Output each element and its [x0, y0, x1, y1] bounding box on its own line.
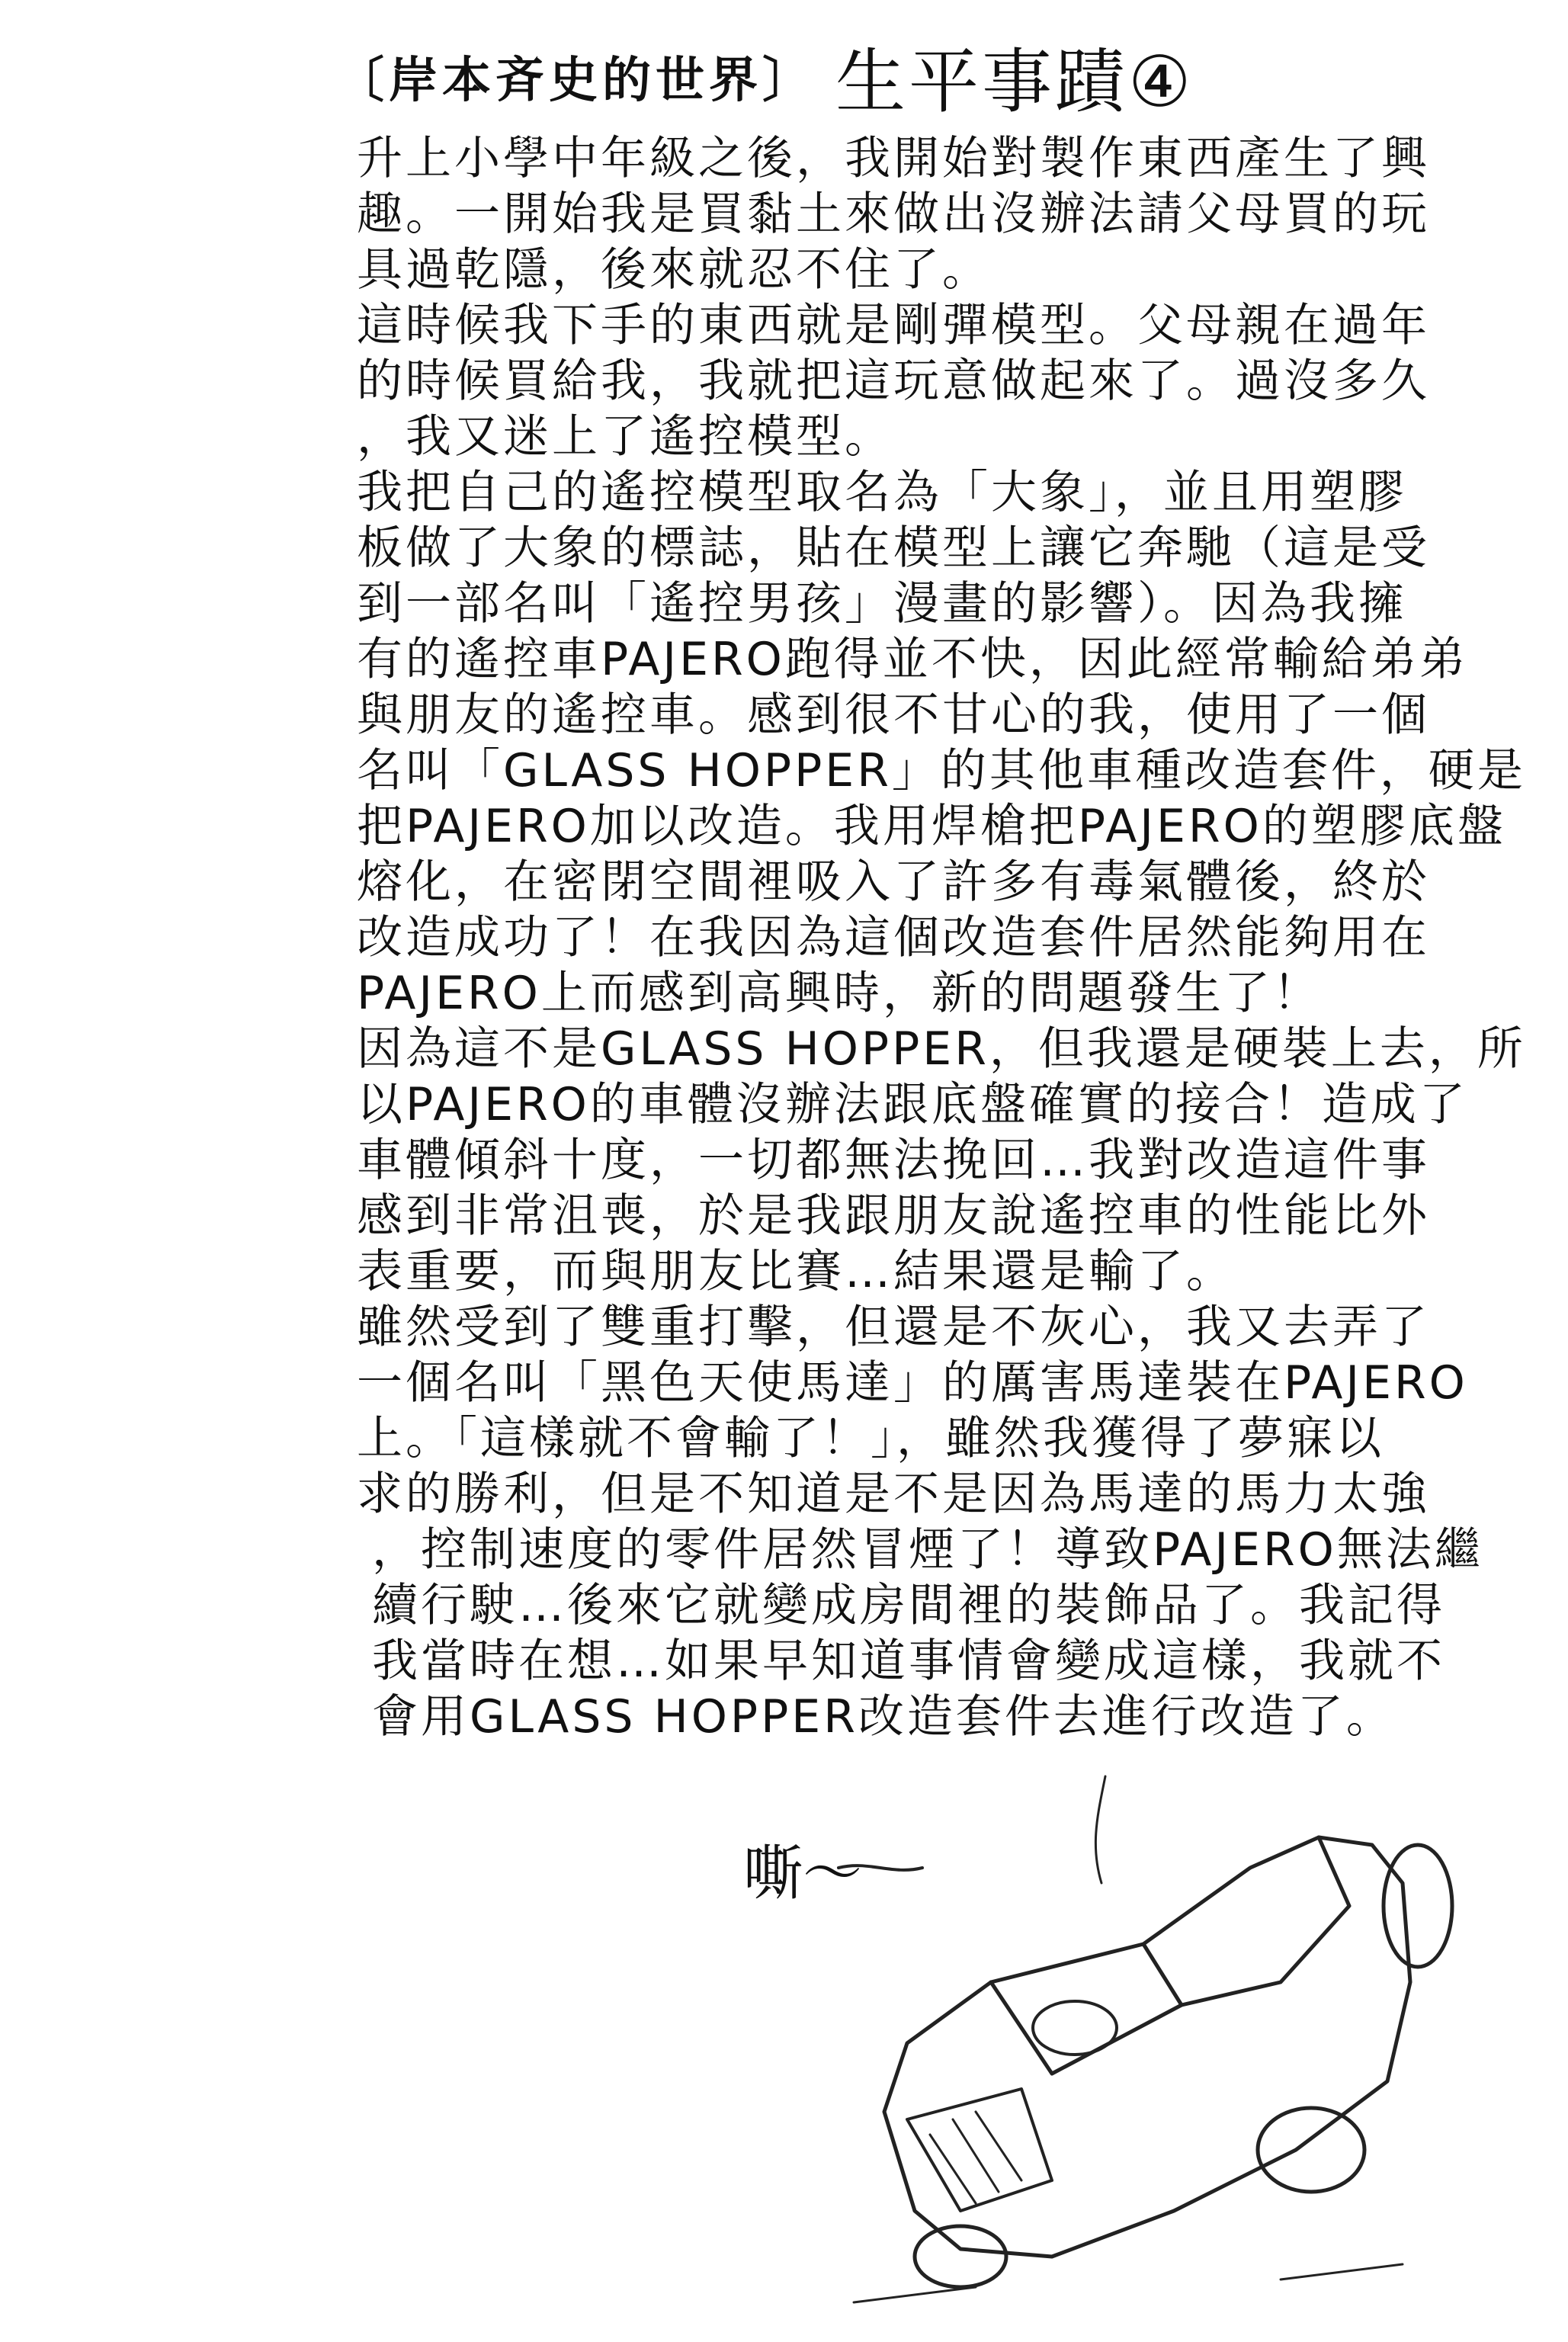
car-windshield: [991, 1982, 1182, 2074]
text-line: 我把自己的遙控模型取名為「大象」，並且用塑膠: [357, 466, 1407, 519]
text-line: 的時候買給我，我就把這玩意做起來了。過沒多久: [357, 355, 1430, 408]
sound-effect-text: 嘶～: [743, 1840, 863, 1908]
article-body: [357, 131, 1526, 1745]
text-line: 車體傾斜十度，一切都無法挽回…我對改造這件事: [357, 1134, 1430, 1187]
text-line: 因為這不是GLASS HOPPER，但我還是硬裝上去，所: [357, 1022, 1526, 1076]
text-line: 求的勝利，但是不知道是不是因為馬達的馬力太強: [357, 1468, 1430, 1521]
car-wheel: [1258, 2108, 1364, 2192]
text-line: 會用GLASS HOPPER改造套件去進行改造了。: [372, 1690, 1395, 1744]
series-title: 〔岸本斉史的世界〕: [335, 52, 816, 109]
car-emblem: [1033, 2001, 1117, 2055]
car-grille: [907, 2089, 1052, 2211]
car-wheel: [915, 2226, 1006, 2287]
text-line: 以PAJERO的車體沒辦法跟底盤確實的接合！造成了: [357, 1078, 1468, 1131]
car-body: [884, 1837, 1410, 2257]
broken-rc-car-illustration: [823, 1753, 1509, 2333]
text-line: 熔化，在密閉空間裡吸入了許多有毒氣體後，終於: [357, 855, 1430, 909]
text-line: 我當時在想…如果早知道事情會變成這樣，我就不: [372, 1635, 1445, 1688]
text-line: 雖然受到了雙重打擊，但還是不灰心，我又去弄了: [357, 1301, 1430, 1354]
text-line: 到一部名叫「遙控男孩」漫畫的影響）。因為我擁: [357, 577, 1407, 630]
text-line: 與朋友的遙控車。感到很不甘心的我，使用了一個: [357, 688, 1430, 742]
text-line: ，我又迷上了遙控模型。: [357, 410, 893, 464]
car-grille-lines: [930, 2112, 1021, 2203]
smoke-line: [1095, 1776, 1105, 1883]
text-line: PAJERO上而感到高興時，新的問題發生了！: [357, 967, 1322, 1020]
text-line: 這時候我下手的東西就是剛彈模型。父母親在過年: [357, 299, 1430, 352]
text-line: 一個名叫「黑色天使馬達」的厲害馬達裝在PAJERO: [357, 1356, 1468, 1410]
page-header: [335, 30, 1194, 122]
text-line: ，控制速度的零件居然冒煙了！導致PAJERO無法繼: [372, 1523, 1483, 1577]
text-line: 續行駛…後來它就變成房間裡的裝飾品了。我記得: [372, 1579, 1445, 1632]
text-line: 板做了大象的標誌，貼在模型上讓它奔馳（這是受: [357, 521, 1430, 575]
text-line: 趣。一開始我是買黏土來做出沒辦法請父母買的玩: [357, 188, 1430, 241]
page-title: 生平事蹟④: [835, 41, 1194, 123]
text-line: 具過乾隱，後來就忍不住了。: [357, 243, 991, 297]
car-spare-tire: [1384, 1845, 1452, 1967]
text-line: 表重要，而與朋友比賽…結果還是輸了。: [357, 1245, 1235, 1298]
text-line: 有的遙控車PAJERO跑得並不快，因此經常輸給弟弟: [357, 633, 1468, 686]
text-line: 感到非常沮喪，於是我跟朋友說遙控車的性能比外: [357, 1189, 1430, 1243]
text-line: 改造成功了！在我因為這個改造套件居然能夠用在: [357, 911, 1430, 964]
text-line: 把PAJERO加以改造。我用焊槍把PAJERO的塑膠底盤: [357, 800, 1506, 853]
text-line: 上。「這樣就不會輸了！」，雖然我獲得了夢寐以: [357, 1412, 1384, 1465]
smoke-line: [839, 1866, 922, 1870]
text-line: 名叫「GLASS HOPPER」的其他車種改造套件，硬是: [357, 744, 1526, 797]
text-line: 升上小學中年級之後，我開始對製作東西產生了興: [357, 132, 1430, 185]
